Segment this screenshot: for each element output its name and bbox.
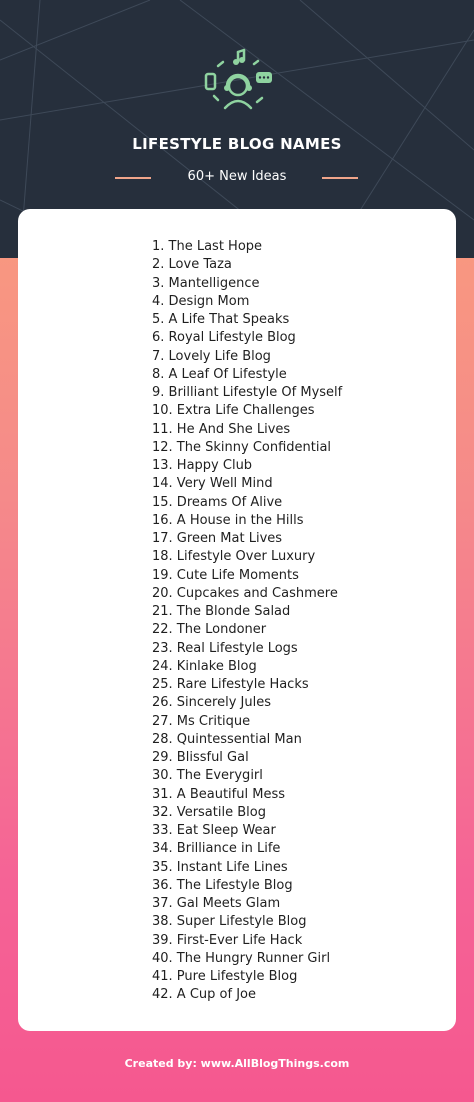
list-item: 30. The Everygirl xyxy=(152,768,263,784)
footer-credit: Created by: www.AllBlogThings.com xyxy=(124,1057,350,1070)
subtitle: 60+ New Ideas xyxy=(187,169,287,184)
list-item: 13. Happy Club xyxy=(152,458,253,473)
list-item: 18. Lifestyle Over Luxury xyxy=(152,549,316,565)
list-item: 19. Cute Life Moments xyxy=(152,567,299,583)
list-item: 31. A Beautiful Mess xyxy=(152,786,285,802)
list-card xyxy=(18,209,456,1031)
list-item: 33. Eat Sleep Wear xyxy=(152,823,276,838)
list-item: 4. Design Mom xyxy=(152,293,250,309)
person-with-headphones-music-icon xyxy=(200,46,276,122)
list-item: 41. Pure Lifestyle Blog xyxy=(152,969,298,984)
list-item: 34. Brilliance in Life xyxy=(152,841,281,857)
list-item: 26. Sincerely Jules xyxy=(152,695,272,711)
list-item: 20. Cupcakes and Cashmere xyxy=(152,585,338,601)
list-item: 28. Quintessential Man xyxy=(152,731,302,747)
list-item: 12. The Skinny Confidential xyxy=(152,439,332,455)
list-item: 10. Extra Life Challenges xyxy=(152,403,315,419)
list-item: 37. Gal Meets Glam xyxy=(152,896,281,911)
list-item: 22. The Londoner xyxy=(152,622,267,638)
list-item: 23. Real Lifestyle Logs xyxy=(152,640,298,656)
list-item: 29. Blissful Gal xyxy=(152,750,249,765)
list-item: 36. The Lifestyle Blog xyxy=(152,877,293,893)
list-item: 35. Instant Life Lines xyxy=(152,859,288,875)
list-item: 39. First-Ever Life Hack xyxy=(152,932,303,948)
list-item: 25. Rare Lifestyle Hacks xyxy=(152,677,309,692)
list-item: 42. A Cup of Joe xyxy=(152,987,256,1003)
list-item: 2. Love Taza xyxy=(152,257,232,273)
list-item: 32. Versatile Blog xyxy=(152,804,266,820)
list-item: 9. Brilliant Lifestyle Of Myself xyxy=(152,385,343,400)
list-item: 24. Kinlake Blog xyxy=(152,658,257,674)
list-item: 11. He And She Lives xyxy=(152,421,291,437)
list-item: 17. Green Mat Lives xyxy=(152,531,283,546)
page-title: LIFESTYLE BLOG NAMES xyxy=(132,135,342,153)
list-item: 27. Ms Critique xyxy=(152,713,251,729)
list-item: 16. A House in the Hills xyxy=(152,512,304,528)
divider-right xyxy=(322,177,358,179)
list-item: 8. A Leaf Of Lifestyle xyxy=(152,366,287,382)
list-item: 6. Royal Lifestyle Blog xyxy=(152,330,296,346)
list-item: 14. Very Well Mind xyxy=(152,476,273,492)
list-item: 38. Super Lifestyle Blog xyxy=(152,914,307,930)
list-item: 7. Lovely Life Blog xyxy=(152,348,271,364)
list-item: 15. Dreams Of Alive xyxy=(152,494,283,510)
list-item: 3. Mantelligence xyxy=(152,275,260,291)
list-item: 1. The Last Hope xyxy=(152,239,263,254)
list-item: 40. The Hungry Runner Girl xyxy=(152,950,331,966)
list-item: 5. A Life That Speaks xyxy=(152,312,290,327)
list-item: 21. The Blonde Salad xyxy=(152,604,291,619)
blog-name-list xyxy=(152,238,342,1005)
